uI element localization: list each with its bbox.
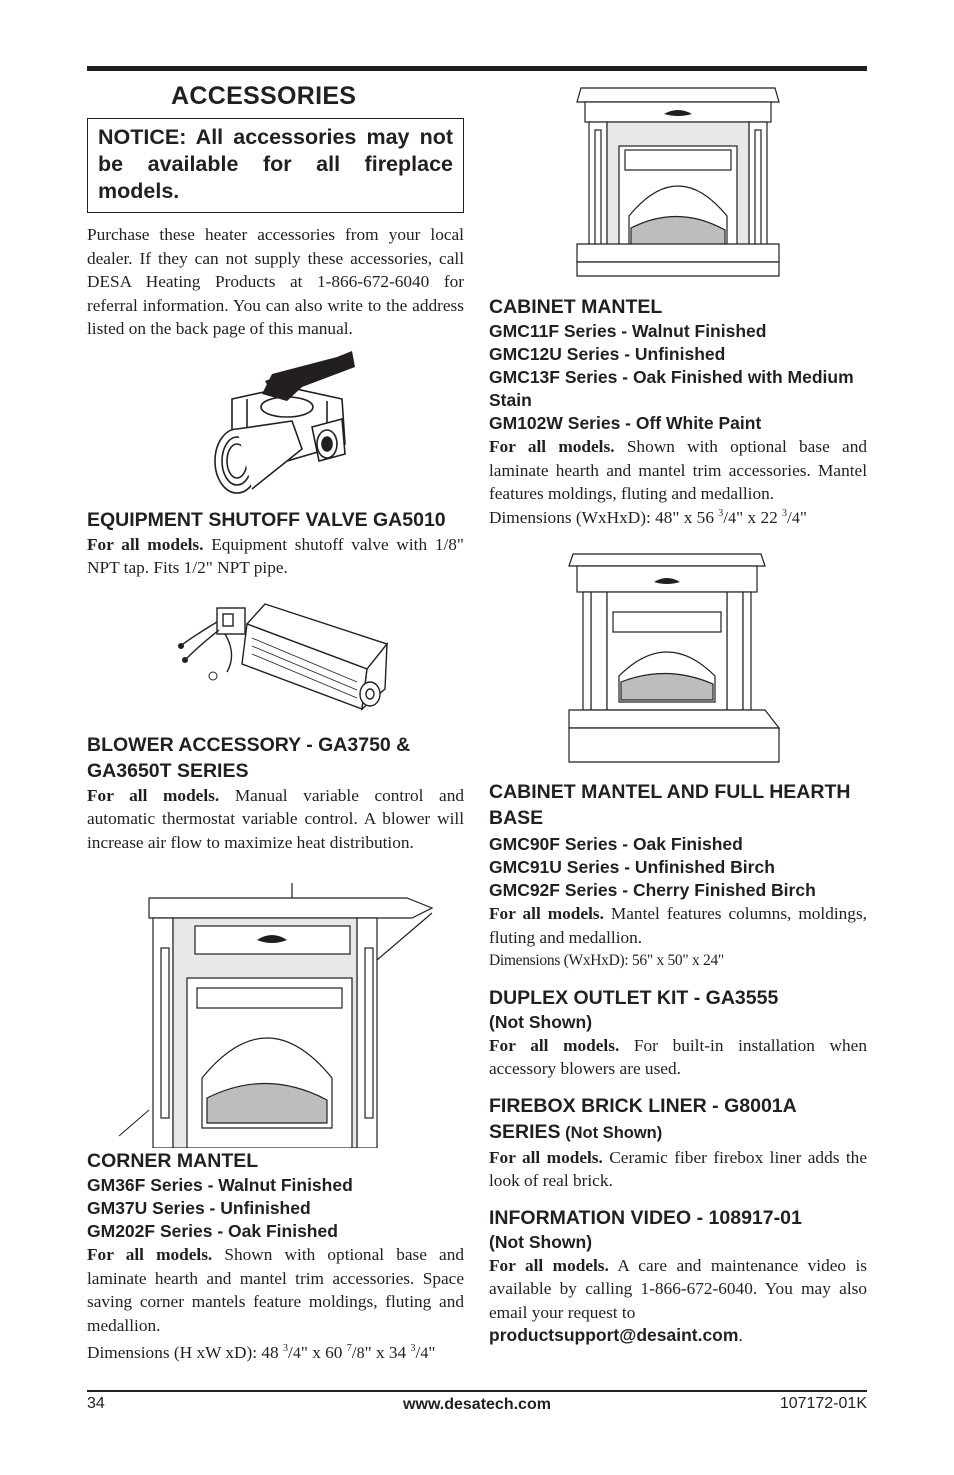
cabinet-hearth-heading: CABINET MANTEL AND FULL HEARTH BASE: [489, 781, 851, 829]
corner-dims-end: ": [428, 1343, 436, 1362]
firebox-heading: [489, 1093, 867, 1146]
footer-doc-number: 107172-01K: [779, 1395, 867, 1412]
corner-dims-b-den: 8: [356, 1345, 365, 1362]
corner-dims-mid2: " x 34: [364, 1343, 411, 1362]
cabinet-series-2: GMC12U Series - Unfinished: [489, 344, 726, 364]
video-paragraph: [489, 1254, 867, 1325]
blower-lead: For all models.: [87, 785, 220, 805]
corner-text: Shown with optional base and laminate hearth and mantel trim accessories. Space saving corner mantels feature moldings, fluting and medallion.: [87, 1245, 464, 1335]
cabinet-hearth-illustration: [489, 552, 867, 767]
footer-page-number: 34: [87, 1395, 105, 1412]
corner-series-1: GM36F Series - Walnut Finished: [87, 1175, 353, 1195]
video-email-link[interactable]: productsupport@desaint.com: [489, 1325, 739, 1345]
blower-paragraph: [87, 784, 464, 855]
corner-series-2: GM37U Series - Unfinished: [87, 1198, 311, 1218]
blower-illustration: [87, 594, 464, 724]
firebox-note: (Not Shown): [560, 1123, 663, 1142]
blower-heading: BLOWER ACCESSORY - GA3750 & GA3650T SERIES: [87, 733, 411, 782]
corner-dims-prefix: Dimensions (H xW xD): 48: [87, 1343, 284, 1362]
cabinet-paragraph: [489, 435, 867, 506]
cabinet-hearth-series-1: GMC90F Series - Oak Finished: [489, 834, 743, 854]
duplex-note: (Not Shown): [489, 1011, 593, 1032]
corner-lead: For all models.: [87, 1245, 213, 1264]
cabinet-hearth-dimensions: Dimensions (WxHxD): 56" x 50" x 24": [489, 952, 724, 969]
video-email-end: .: [738, 1326, 743, 1345]
shutoff-paragraph: [87, 533, 464, 580]
cabinet-dims-a-den: 4: [728, 509, 737, 527]
duplex-heading: DUPLEX OUTLET KIT - GA3555: [489, 986, 779, 1009]
video-text: A care and maintenance video is available by calling 1-866-672-6040. You may also email your request to: [489, 1255, 867, 1322]
shutoff-heading: EQUIPMENT SHUTOFF VALVE GA5010: [87, 508, 446, 531]
corner-dims-a-den: 4: [292, 1345, 301, 1362]
firebox-lead: For all models.: [489, 1147, 603, 1167]
cabinet-dims-end: ": [799, 507, 807, 527]
corner-dims-mid1: " x 60: [300, 1343, 347, 1362]
duplex-lead: For all models.: [489, 1035, 620, 1055]
cabinet-hearth-paragraph: [489, 902, 867, 949]
cabinet-mantel-illustration: [489, 86, 867, 286]
video-email-line: [489, 1324, 867, 1348]
cabinet-dims-prefix: Dimensions (WxHxD): 48" x 56: [489, 507, 719, 527]
left-column: [87, 78, 464, 1366]
shutoff-valve-illustration: [87, 349, 464, 499]
cabinet-dims-a-num: 3: [718, 507, 724, 519]
cabinet-series-1: GMC11F Series - Walnut Finished: [489, 321, 767, 341]
corner-mantel-illustration: [87, 868, 464, 1148]
corner-paragraph: [87, 1243, 464, 1337]
duplex-paragraph: [489, 1034, 867, 1081]
shutoff-lead: For all models.: [87, 534, 204, 554]
corner-heading: CORNER MANTEL: [87, 1150, 259, 1172]
corner-dims-b-num: 7: [346, 1343, 352, 1355]
cabinet-heading: CABINET MANTEL: [489, 296, 663, 318]
page-title: ACCESSORIES: [171, 82, 357, 110]
cabinet-hearth-lead: For all models.: [489, 904, 604, 923]
corner-dims-c-num: 3: [410, 1343, 416, 1355]
notice-box: NOTICE: All accessories may not be available for all fireplace models.: [87, 118, 464, 213]
corner-series-3: GM202F Series - Oak Finished: [87, 1221, 338, 1241]
right-column: [489, 78, 867, 1348]
cabinet-hearth-series-2: GMC91U Series - Unfinished Birch: [489, 857, 775, 877]
intro-paragraph: Purchase these heater accessories from your local dealer. If they can not supply these accessories, call DESA Heating Products at 1-866-672-6040 for referral information. You can also write to the address listed on the back page of this manual.: [87, 225, 464, 338]
corner-dimensions: Dimensions (H xW xD): 48 $^3$/4" x 60 $^7$/8" x 34 $^3$/4": [87, 1343, 436, 1362]
footer-url-link[interactable]: www.desatech.com: [403, 1396, 551, 1413]
video-lead: For all models.: [489, 1255, 609, 1275]
bottom-rule: [87, 1390, 867, 1392]
corner-dims-c-den: 4: [420, 1345, 429, 1362]
blower-text: Manual variable control and automatic thermostat variable control. A blower will increase air flow to maximize heat distribution.: [87, 785, 465, 852]
firebox-paragraph: [489, 1146, 867, 1193]
cabinet-dims-b-den: 4: [791, 509, 800, 527]
cabinet-text: Shown with optional base and laminate hearth and mantel trim accessories. Mantel features moldings, fluting and medallion.: [489, 437, 867, 503]
cabinet-series-4: GM102W Series - Off White Paint: [489, 413, 762, 433]
cabinet-lead: For all models.: [489, 437, 615, 456]
video-heading: INFORMATION VIDEO - 108917-01: [489, 1206, 802, 1229]
cabinet-dims-mid: " x 22: [736, 507, 783, 527]
video-note: (Not Shown): [489, 1231, 593, 1252]
top-rule: [87, 66, 867, 71]
cabinet-hearth-text: Mantel features columns, moldings, fluting and medallion.: [489, 904, 867, 947]
firebox-heading-text: FIREBOX BRICK LINER - G8001A SERIES: [489, 1094, 796, 1143]
cabinet-series-3: GMC13F Series - Oak Finished with Medium Stain: [489, 367, 854, 410]
corner-dims-a-num: 3: [283, 1343, 289, 1355]
cabinet-dims-b-num: 3: [782, 507, 788, 519]
shutoff-text: Equipment shutoff valve with 1/8" NPT tap. Fits 1/2" NPT pipe.: [87, 534, 464, 577]
cabinet-dimensions: Dimensions (WxHxD): 48" x 56 $^3$/4" x 22 $^3$/4": [489, 507, 807, 527]
duplex-text: For built-in installation when accessory blowers are used.: [489, 1035, 867, 1078]
firebox-text: Ceramic fiber firebox liner adds the look of real brick.: [489, 1147, 867, 1190]
cabinet-hearth-series-3: GMC92F Series - Cherry Finished Birch: [489, 880, 816, 900]
